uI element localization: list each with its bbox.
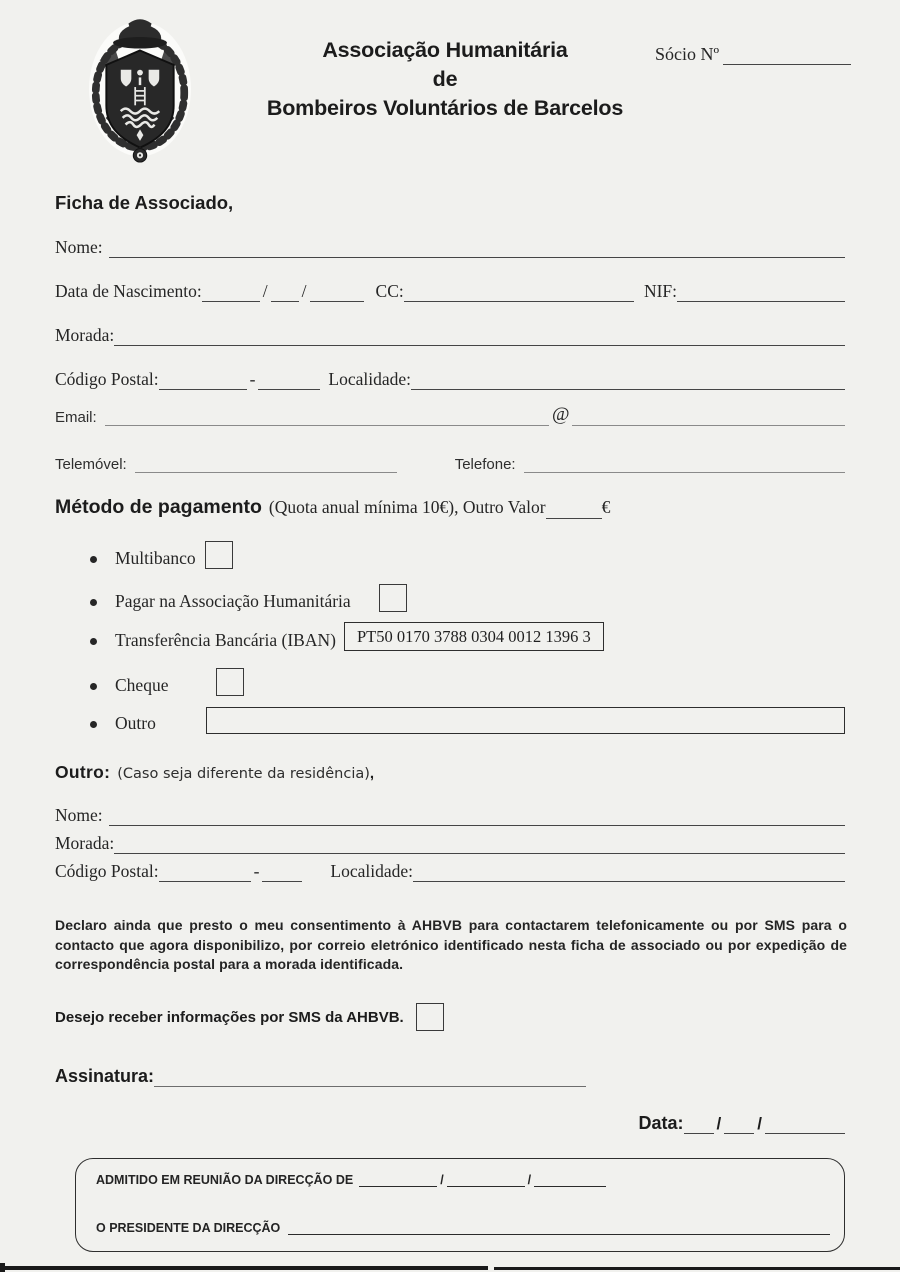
title-line-3: Bombeiros Voluntários de Barcelos [266,96,624,120]
alt-address-heading-row [55,762,845,783]
pagar-associacao-checkbox[interactable] [379,584,407,612]
payment-option-transferencia [55,622,845,651]
alt-morada-input-line[interactable] [114,851,845,854]
admitted-separator: / [440,1173,444,1187]
nascimento-day-line[interactable] [202,299,260,302]
member-number-line[interactable] [723,62,851,65]
cheque-checkbox[interactable] [216,668,244,696]
alt-morada-label: Morada: [55,833,115,853]
date-month-line[interactable] [724,1131,754,1134]
payment-option-pagar-associacao [55,584,845,612]
iban-value-box[interactable]: PT50 0170 3788 0304 0012 1396 3 [344,622,604,651]
bullet-icon [90,556,97,563]
scan-edge-artifact [494,1267,900,1270]
euro-sign: € [601,497,611,517]
nome-input-line[interactable] [109,255,845,258]
alt-nome-input-line[interactable] [109,823,845,826]
nascimento-cc-nif-row [55,281,845,302]
cheque-label: Cheque [115,675,169,695]
sms-optin-row [55,1003,845,1031]
admitted-month-line[interactable] [447,1184,525,1187]
phones-row [55,456,845,473]
codigo-postal-row [55,369,845,390]
outro-payment-input-box[interactable] [206,707,845,734]
morada-input-line[interactable] [114,343,845,346]
at-sign: @ [551,404,570,425]
nascimento-month-line[interactable] [271,299,299,302]
alt-address-note: (Caso seja diferente da residência) [117,766,370,782]
title-line-1: Associação Humanitária [322,38,568,62]
nif-label: NIF: [643,281,677,301]
sms-optin-label: Desejo receber informações por SMS da AHBVB. [55,1009,404,1026]
admin-approval-box [75,1158,845,1252]
bullet-icon [90,599,97,606]
multibanco-label: Multibanco [115,548,196,568]
morada-row [55,325,845,346]
transferencia-label: Transferência Bancária (IBAN) [115,630,336,650]
email-local-line[interactable] [105,423,549,426]
alt-nome-label: Nome: [55,805,103,825]
alt-nome-row [55,805,845,826]
admitted-day-line[interactable] [359,1184,437,1187]
nascimento-label: Data de Nascimento: [55,281,202,301]
alt-address-heading: Outro: [55,762,111,782]
date-separator: / [262,281,268,301]
date-separator: / [716,1114,722,1133]
scan-edge-artifact [0,1263,5,1272]
alt-morada-row [55,833,845,854]
localidade-label: Localidade: [328,369,411,389]
cc-input-line[interactable] [404,299,634,302]
payment-heading-row [55,496,845,519]
nascimento-year-line[interactable] [310,299,364,302]
alt-localidade-input-line[interactable] [413,879,845,882]
date-separator: / [757,1114,762,1133]
assinatura-input-line[interactable] [154,1084,586,1087]
telefone-input-line[interactable] [524,470,845,473]
alt-address-comma: , [369,765,375,782]
date-separator: / [301,281,307,301]
admitted-row [96,1173,830,1187]
postal-code-line-1[interactable] [159,387,247,390]
sms-optin-checkbox[interactable] [416,1003,444,1031]
president-signature-line[interactable] [288,1232,830,1235]
alt-localidade-label: Localidade: [330,861,413,881]
form-heading: Ficha de Associado, [55,192,234,213]
telemovel-label: Telemóvel: [55,456,127,473]
morada-label: Morada: [55,325,115,345]
alt-postal-code-line-2[interactable] [262,879,302,882]
outro-payment-label: Outro [115,713,156,733]
title-line-2: de [432,67,458,91]
email-row [55,404,845,426]
other-amount-line[interactable] [546,516,602,519]
postal-code-line-2[interactable] [258,387,320,390]
multibanco-checkbox[interactable] [205,541,233,569]
payment-option-multibanco [55,541,845,569]
nif-input-line[interactable] [677,299,845,302]
telefone-label: Telefone: [454,456,516,473]
form-heading-row [55,192,845,214]
president-label: O PRESIDENTE DA DIRECÇÃO [96,1221,281,1235]
association-title [225,36,665,123]
bullet-icon [90,638,97,645]
cc-label: CC: [375,281,404,301]
email-domain-line[interactable] [572,423,845,426]
alt-codigo-postal-row [55,861,845,882]
member-number-label: Sócio Nº [655,44,720,64]
alt-postal-code-line-1[interactable] [159,879,251,882]
assinatura-label: Assinatura: [55,1066,155,1086]
scan-edge-artifact [0,1266,488,1270]
payment-note: (Quota anual mínima 10€), Outro Valor [268,497,546,517]
date-day-line[interactable] [684,1131,714,1134]
bullet-icon [90,683,97,690]
localidade-input-line[interactable] [411,387,845,390]
email-label: Email: [55,409,97,426]
payment-option-cheque [55,668,845,696]
postal-code-hyphen: - [249,369,256,389]
admitted-year-line[interactable] [534,1184,606,1187]
nome-row [55,237,845,258]
crest-icon [84,12,196,164]
president-row [96,1221,830,1235]
member-number-row [655,44,851,65]
alt-postal-code-hyphen: - [253,861,260,881]
bullet-icon [90,721,97,728]
pagar-associacao-label: Pagar na Associação Humanitária [115,591,351,611]
consent-declaration: Declaro ainda que presto o meu consentimento à AHBVB para contactarem telefonicamente ou por SMS para o contacto que agora disponibilizo, por correio eletrónico identificado nesta ficha de associado ou por expedição de correspondência postal para a morada identificada. [55,917,847,972]
data-label: Data: [638,1113,684,1133]
admitted-label: ADMITIDO EM REUNIÃO DA DIRECÇÃO DE [96,1173,354,1187]
date-year-line[interactable] [765,1131,845,1134]
signature-row [55,1066,845,1087]
payment-option-outro [55,707,845,734]
fire-brigade-crest-logo [84,12,196,164]
nome-label: Nome: [55,237,103,257]
codigo-postal-label: Código Postal: [55,369,159,389]
payment-heading: Método de pagamento [55,496,262,518]
alt-codigo-postal-label: Código Postal: [55,861,159,881]
date-row [55,1113,845,1134]
admitted-separator: / [527,1173,532,1187]
telemovel-input-line[interactable] [135,470,397,473]
